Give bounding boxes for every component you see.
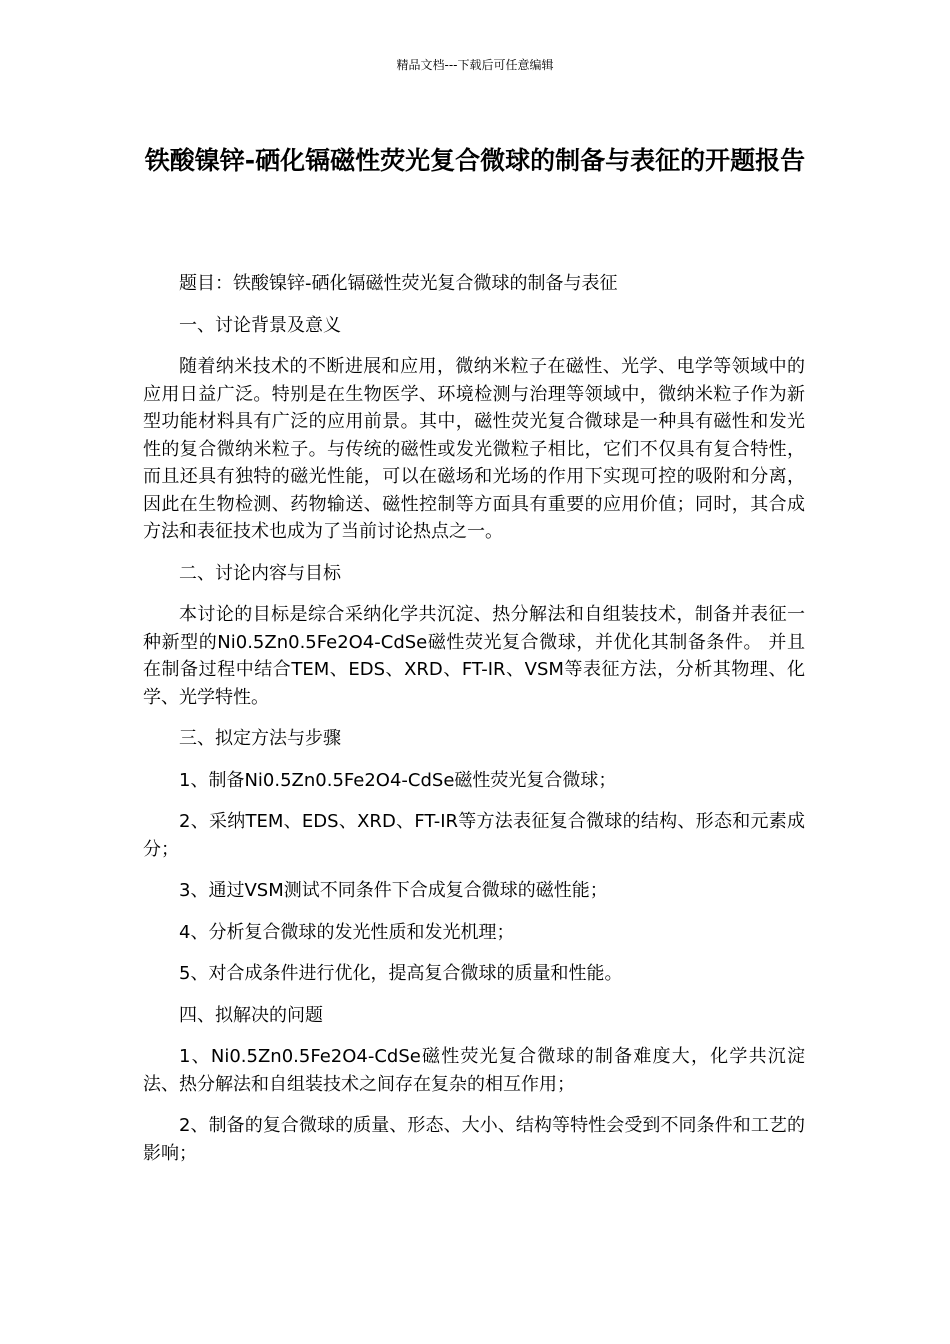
document-title: 铁酸镍锌-硒化镉磁性荧光复合微球的制备与表征的开题报告 bbox=[144, 146, 806, 175]
section-heading-methods: 三、拟定方法与步骤 bbox=[179, 728, 341, 749]
problem-item-2: 2、制备的复合微球的质量、形态、大小、结构等特性会受到不同条件和工艺的影响； bbox=[143, 1115, 805, 1164]
paragraph-topic: 题目：铁酸镍锌-硒化镉磁性荧光复合微球的制备与表征 bbox=[179, 273, 618, 294]
section-heading-problems: 四、拟解决的问题 bbox=[179, 1004, 323, 1026]
header-note: 精品文档---下载后可任意编辑 bbox=[396, 58, 554, 72]
section-heading-content: 二、讨论内容与目标 bbox=[179, 562, 341, 584]
method-step-5: 5、对合成条件进行优化，提高复合微球的质量和性能。 bbox=[179, 963, 623, 984]
method-step-4: 4、分析复合微球的发光性质和发光机理； bbox=[179, 921, 515, 943]
document-body bbox=[143, 270, 805, 1181]
paragraph-background: 随着纳米技术的不断进展和应用，微纳米粒子在磁性、光学、电学等领域中的应用日益广泛。特别是在生物医学、环境检测与治理等领域中，微纳米粒子作为新型功能材料具有广泛的应用前景。其中，磁性荧光复合微球是一种具有磁性和发光性的复合微纳米粒子。与传统的磁性或发光微粒子相比，它们不仅具有复合特性，而且还具有独特的磁光性能，可以在磁场和光场的作用下实现可控的吸附和分离，因此在生物检测、药物输送、磁性控制等方面具有重要的应用价值；同时，其合成方法和表征技术也成为了当前讨论热点之一。 bbox=[143, 356, 805, 542]
problem-item-1: 1、Ni0.5Zn0.5Fe2O4-CdSe磁性荧光复合微球的制备难度大，化学共沉淀法、热分解法和自组装技术之间存在复杂的相互作用； bbox=[143, 1046, 805, 1095]
method-step-2: 2、采纳TEM、EDS、XRD、FT-IR等方法表征复合微球的结构、形态和元素成分； bbox=[143, 811, 805, 860]
paragraph-content: 本讨论的目标是综合采纳化学共沉淀、热分解法和自组装技术，制备并表征一种新型的Ni0.5Zn0.5Fe2O4-CdSe磁性荧光复合微球，并优化其制备条件。 并且在制备过程中结合TEM、EDS、XRD、FT-IR、VSM等表征方法，分析其物理、化学、光学特性。 bbox=[143, 604, 805, 708]
method-step-1: 1、制备Ni0.5Zn0.5Fe2O4-CdSe磁性荧光复合微球； bbox=[179, 769, 617, 791]
method-step-3: 3、通过VSM测试不同条件下合成复合微球的磁性能； bbox=[179, 880, 608, 901]
section-heading-background: 一、讨论背景及意义 bbox=[179, 314, 341, 336]
